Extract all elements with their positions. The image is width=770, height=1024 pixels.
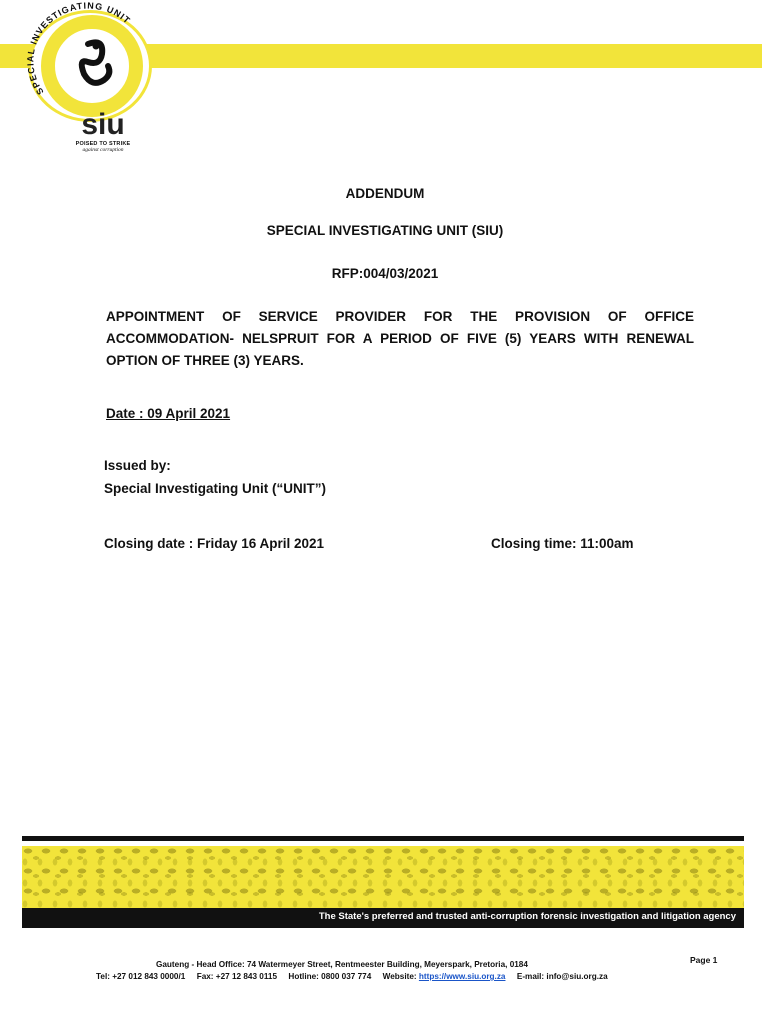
closing-time: Closing time: 11:00am [491,536,634,551]
siu-logo [73,110,133,153]
doc-date: Date : 09 April 2021 [106,406,231,421]
footer-address: Gauteng - Head Office: 74 Watermeyer Street, Rentmeester Building, Meyerspark, Pretoria, 0184 [156,960,528,969]
footer-contacts [96,972,608,981]
issued-by-label: Issued by: [104,458,171,473]
footer-website-link[interactable]: https://www.siu.org.za [418,972,506,981]
seal-text: SPECIAL INVESTIGATING UNIT [25,0,133,97]
footer-tagline: The State's preferred and trusted anti-corruption forensic investigation and litigation agency [318,911,736,922]
footer-website-label: Website: [382,972,417,981]
doc-subject: APPOINTMENT OF SERVICE PROVIDER FOR THE PROVISION OF OFFICE ACCOMMODATION- NELSPRUIT FOR A PERIOD OF FIVE (5) YEARS WITH RENEWAL OPTION OF THREE (3) YEARS. [106,309,694,368]
svg-text:SPECIAL INVESTIGATING UNIT [25,0,132,96]
issuer: Special Investigating Unit (“UNIT”) [104,481,327,496]
doc-rfp: RFP:004/03/2021 [331,266,439,281]
footer-tel: Tel: +27 012 843 0000/1 [96,972,186,981]
doc-org: SPECIAL INVESTIGATING UNIT (SIU) [266,223,504,238]
snakeskin-band [22,846,744,908]
closing-date: Closing date : Friday 16 April 2021 [104,536,325,551]
footer-hotline: Hotline: 0800 037 774 [288,972,372,981]
doc-title: ADDENDUM [345,186,425,201]
logo-tagline-1: POISED TO STRIKE [75,141,131,147]
footer-rule [22,836,744,841]
page-number: Page 1 [690,955,718,965]
logo-tagline-2: against corruption [82,147,124,153]
footer-fax: Fax: +27 12 843 0115 [196,972,278,981]
logo-wordmark: siu [81,108,125,141]
footer-email: E-mail: info@siu.org.za [516,972,608,981]
